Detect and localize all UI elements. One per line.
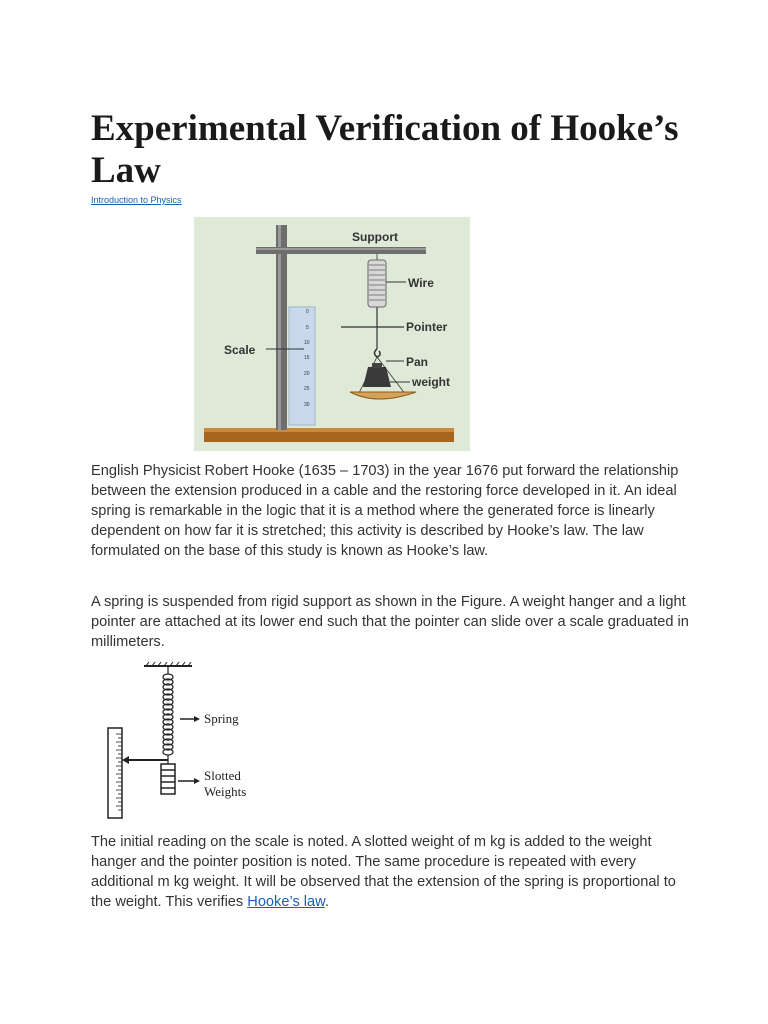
scale-tick-10: 10: [304, 340, 310, 346]
page-title: Experimental Verification of Hooke’s Law: [91, 108, 679, 191]
label-spring: Spring: [204, 711, 239, 726]
apparatus-figure: [194, 217, 470, 451]
label-pan: Pan: [406, 355, 429, 369]
label-slotted: Slotted: [204, 768, 241, 783]
label-scale: Scale: [224, 343, 256, 357]
scale-tick-0: 0: [306, 309, 309, 315]
label-pointer: Pointer: [406, 320, 448, 334]
label-weight: weight: [412, 375, 450, 389]
scale-tick-30: 30: [304, 402, 310, 408]
label-support: Support: [352, 230, 398, 244]
category-link[interactable]: Introduction to Physics: [91, 195, 182, 205]
scale-tick-15: 15: [304, 355, 310, 361]
spring-figure: [100, 660, 280, 820]
scale-tick-5: 5: [306, 325, 309, 331]
hookes-law-link[interactable]: Hooke’s law: [247, 894, 325, 910]
scale-tick-20: 20: [304, 371, 310, 377]
paragraph-setup: A spring is suspended from rigid support as shown in the Figure. A weight hanger and a light pointer are attached at its lower end such that the pointer can slide over a scale graduated in millimeters.: [91, 594, 689, 650]
paragraph-procedure-text: The initial reading on the scale is noted. A slotted weight of m kg is added to the weight hanger and the pointer position is noted. The same procedure is repeated with every additional m kg weight. It will be observed that the extension of the spring is proportional to the weight. This verifies: [91, 834, 676, 910]
paragraph-procedure: [91, 832, 691, 912]
label-wire: Wire: [408, 276, 434, 290]
paragraph-intro: English Physicist Robert Hooke (1635 – 1703) in the year 1676 put forward the relationship between the extension produced in a cable and the restoring force developed in it. An ideal spring is remarkable in the logic that it is a method where the generated force is linearly dependent on how far it is stretched; this activity is described by Hooke’s law. The law formulated on the base of this study is known as Hooke’s law.: [91, 463, 679, 559]
scale-tick-25: 25: [304, 386, 310, 392]
paragraph-procedure-end: .: [324, 894, 329, 910]
label-weights: Weights: [204, 784, 247, 799]
